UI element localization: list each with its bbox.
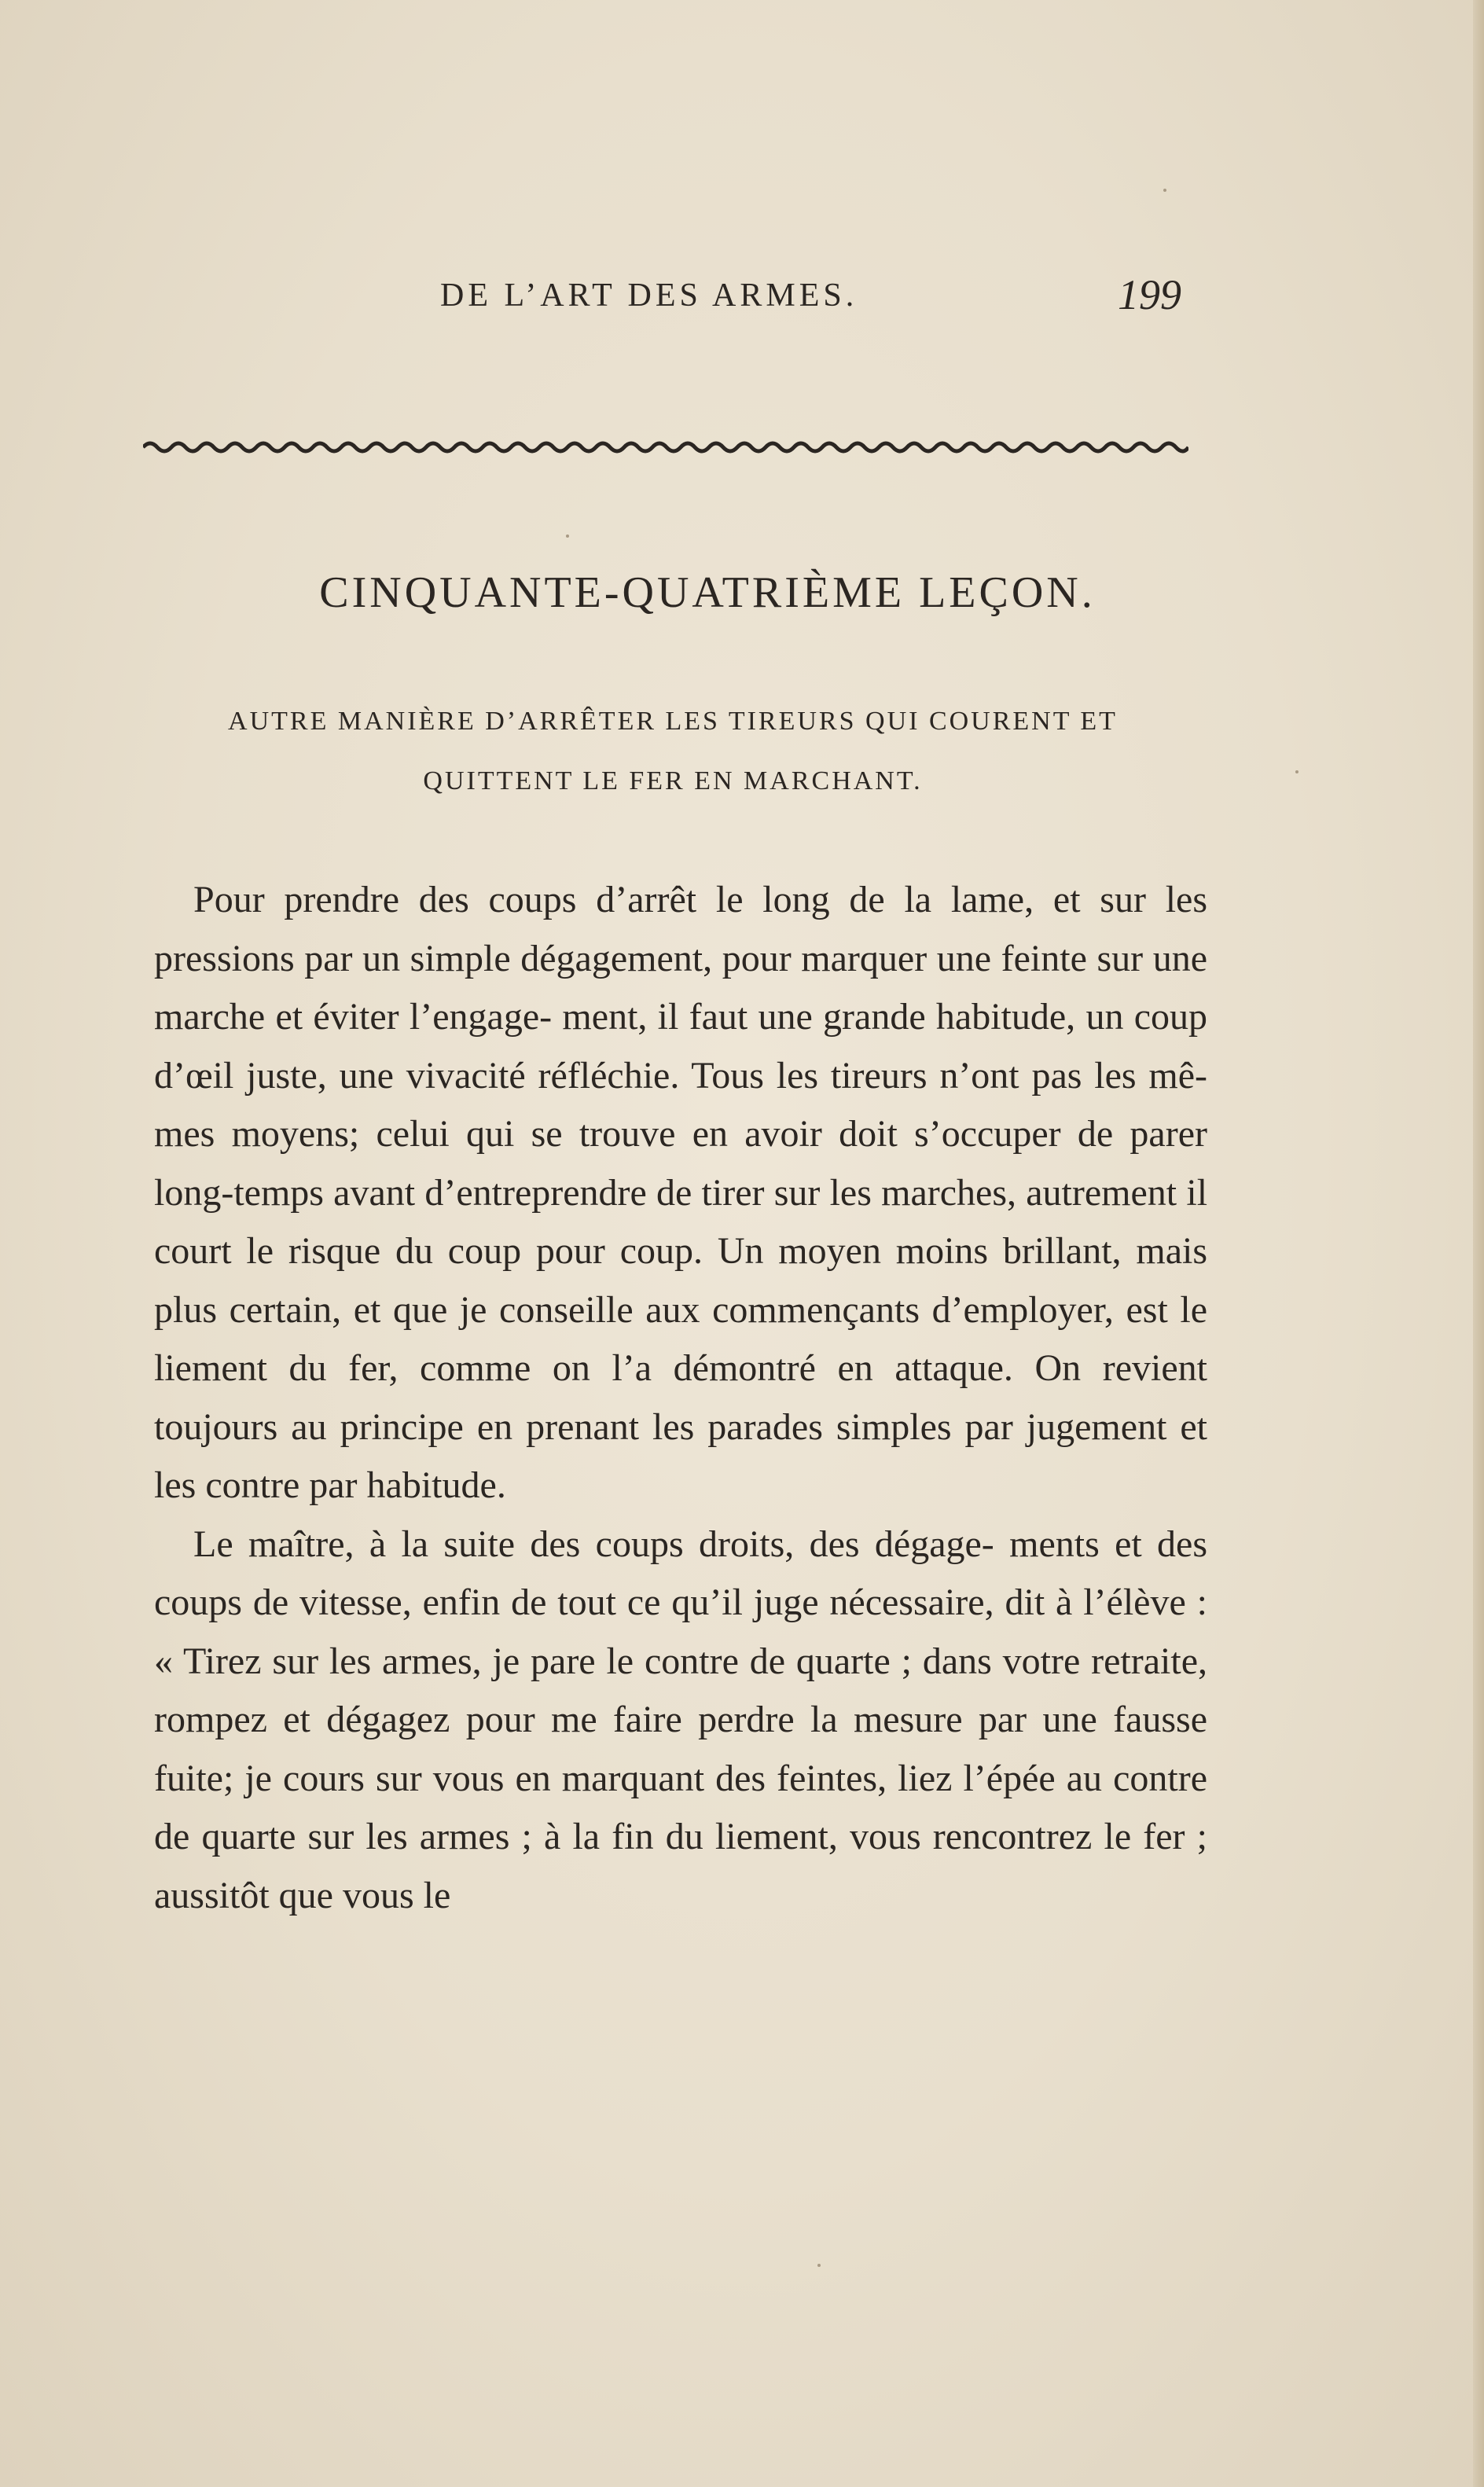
- running-head: DE L’ART DES ARMES.: [440, 277, 858, 314]
- text-line: Le maître, à la suite des coups droits, des dégage-: [193, 1523, 994, 1565]
- text-line: pare le contre de quarte ; dans votre retraite, rompez: [154, 1640, 1208, 1740]
- decorative-rule: [143, 437, 1188, 457]
- text-line: liement, vous rencontrez le fer ; aussitôt que vous le: [154, 1816, 1208, 1916]
- text-line: ments et des coups de vitesse, enfin de tout ce qu’il: [154, 1523, 1208, 1623]
- text-line: une vivacité réfléchie. Tous les tireurs n’ont pas les mê-: [339, 1054, 1208, 1097]
- text-line: de parer long-temps avant d’entreprendre de tirer sur: [154, 1113, 1207, 1214]
- text-line: que je conseille aux commençants d’employer, est le: [392, 1288, 1208, 1331]
- text-line: et dégagez pour me faire perdre la mesure par une: [283, 1699, 1097, 1740]
- lesson-subtitle: [141, 692, 1204, 811]
- text-line: ment, il faut une grande habitude, un coup d’œil juste,: [154, 996, 1208, 1097]
- text-line: les marches, autrement il court le risque du coup pour: [154, 1171, 1208, 1272]
- text-line: revient toujours au principe en prenant les parades: [154, 1347, 1208, 1448]
- subtitle-line: AUTRE MANIÈRE D’ARRÊTER LES TIREURS QUI COURENT ET: [228, 707, 1118, 736]
- text-line: et sur les pressions par un simple dégagement, pour: [154, 879, 1208, 979]
- text-line: liement du fer, comme on l’a démontré en attaque. On: [154, 1347, 1082, 1389]
- text-line: liez l’épée au contre de quarte sur les armes ; à la fin du: [154, 1757, 1208, 1857]
- paper-speck: [817, 2264, 821, 2267]
- page-edge: [1473, 0, 1484, 2487]
- text-line: Pour prendre des coups d’arrêt le long de la lame,: [193, 879, 1034, 920]
- text-line: simples par jugement et les contre par habitude.: [154, 1405, 1208, 1506]
- paper-speck: [1295, 770, 1298, 773]
- subtitle-line: QUITTENT LE FER EN MARCHANT.: [423, 766, 923, 795]
- page-number: 199: [1118, 271, 1181, 318]
- paragraph: [154, 1515, 1207, 1926]
- text-line: juge nécessaire, dit à l’élève : « Tirez sur les armes, je: [154, 1581, 1208, 1682]
- body-text: [154, 871, 1207, 1925]
- paragraph: [154, 871, 1207, 1515]
- lesson-title: CINQUANTE-QUATRIÈME LEÇON.: [319, 568, 1096, 617]
- text-line: coup. Un moyen moins brillant, mais plus certain, et: [154, 1230, 1208, 1331]
- paper-speck: [566, 535, 569, 538]
- text-line: mes moyens; celui qui se trouve en avoir doit s’occuper: [154, 1113, 1061, 1155]
- paper-speck: [1163, 189, 1166, 192]
- text-line: fausse fuite; je cours sur vous en marquant des feintes,: [154, 1699, 1208, 1799]
- text-line: marquer une feinte sur une marche et éviter l’engage-: [154, 937, 1208, 1038]
